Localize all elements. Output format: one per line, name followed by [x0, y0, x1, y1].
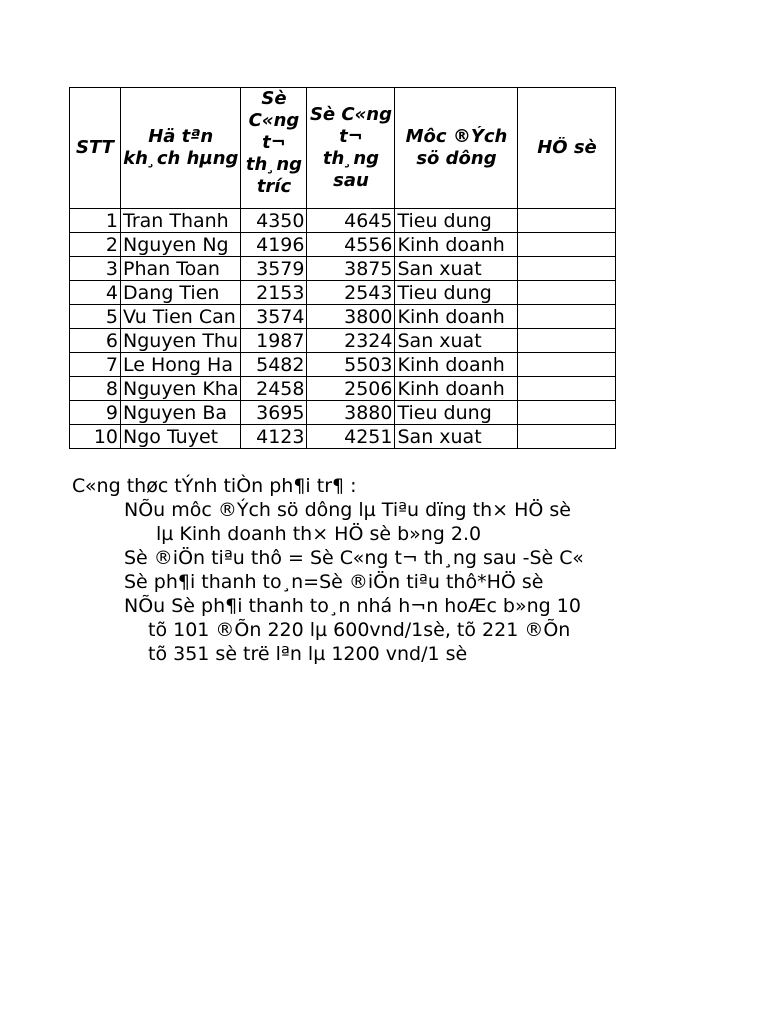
cell-purpose[interactable]: Tieu dung: [395, 209, 518, 233]
notes-line[interactable]: tõ 101 ®Õn 220 lµ 600vnd/1sè, tõ 221 ®Õn: [148, 619, 571, 641]
formula-notes: [72, 474, 617, 666]
cell-stt[interactable]: 3: [70, 257, 121, 281]
header-meter-next[interactable]: Sè C«ng t¬ th¸ng sau: [307, 88, 395, 209]
cell-meter-next[interactable]: 2506: [307, 377, 395, 401]
cell-coefficient[interactable]: [518, 401, 616, 425]
cell-stt[interactable]: 8: [70, 377, 121, 401]
cell-purpose[interactable]: Kinh doanh: [395, 233, 518, 257]
cell-purpose[interactable]: Tieu dung: [395, 401, 518, 425]
table-row: [70, 305, 616, 329]
cell-stt[interactable]: 4: [70, 281, 121, 305]
cell-customer-name[interactable]: Tran Thanh: [121, 209, 241, 233]
table-row: [70, 281, 616, 305]
cell-meter-previous[interactable]: 3579: [241, 257, 307, 281]
cell-meter-previous[interactable]: 2458: [241, 377, 307, 401]
header-purpose[interactable]: Môc ®Ých sö dông: [395, 88, 518, 209]
cell-customer-name[interactable]: Vu Tien Can: [121, 305, 241, 329]
notes-line[interactable]: NÕu môc ®Ých sö dông lµ Tiªu dïng th× HÖ sè: [124, 499, 571, 521]
cell-purpose[interactable]: San xuat: [395, 329, 518, 353]
header-meter-previous[interactable]: Sè C«ng t¬ th¸ng tríc: [241, 88, 307, 209]
notes-line[interactable]: Sè ph¶i thanh to¸n=Sè ®iÖn tiªu thô*HÖ sè: [124, 571, 544, 593]
cell-purpose[interactable]: Kinh doanh: [395, 353, 518, 377]
cell-coefficient[interactable]: [518, 257, 616, 281]
notes-title[interactable]: C«ng thøc tÝnh tiÒn ph¶i tr¶ :: [72, 475, 357, 497]
cell-customer-name[interactable]: Nguyen Ng: [121, 233, 241, 257]
cell-coefficient[interactable]: [518, 305, 616, 329]
table-row: [70, 257, 616, 281]
notes-line[interactable]: tõ 351 sè trë lªn lµ 1200 vnd/1 sè: [148, 643, 468, 665]
cell-purpose[interactable]: Kinh doanh: [395, 377, 518, 401]
cell-meter-next[interactable]: 5503: [307, 353, 395, 377]
cell-stt[interactable]: 2: [70, 233, 121, 257]
cell-purpose[interactable]: Kinh doanh: [395, 305, 518, 329]
cell-stt[interactable]: 10: [70, 425, 121, 449]
cell-coefficient[interactable]: [518, 329, 616, 353]
cell-customer-name[interactable]: Nguyen Ba: [121, 401, 241, 425]
cell-meter-next[interactable]: 4251: [307, 425, 395, 449]
cell-meter-previous[interactable]: 5482: [241, 353, 307, 377]
cell-coefficient[interactable]: [518, 281, 616, 305]
notes-line[interactable]: lµ Kinh doanh th× HÖ sè b»ng 2.0: [156, 523, 482, 545]
table-row: [70, 425, 616, 449]
cell-customer-name[interactable]: Ngo Tuyet: [121, 425, 241, 449]
table-row: [70, 329, 616, 353]
cell-meter-previous[interactable]: 4123: [241, 425, 307, 449]
cell-stt[interactable]: 5: [70, 305, 121, 329]
cell-purpose[interactable]: Tieu dung: [395, 281, 518, 305]
cell-meter-previous[interactable]: 3574: [241, 305, 307, 329]
table-row: [70, 353, 616, 377]
cell-stt[interactable]: 7: [70, 353, 121, 377]
cell-coefficient[interactable]: [518, 233, 616, 257]
cell-customer-name[interactable]: Phan Toan: [121, 257, 241, 281]
cell-stt[interactable]: 6: [70, 329, 121, 353]
cell-meter-previous[interactable]: 3695: [241, 401, 307, 425]
cell-customer-name[interactable]: Nguyen Thu: [121, 329, 241, 353]
cell-meter-previous[interactable]: 4196: [241, 233, 307, 257]
cell-meter-next[interactable]: 4645: [307, 209, 395, 233]
cell-coefficient[interactable]: [518, 209, 616, 233]
cell-meter-next[interactable]: 2324: [307, 329, 395, 353]
cell-stt[interactable]: 1: [70, 209, 121, 233]
header-row: [70, 88, 616, 209]
cell-customer-name[interactable]: Le Hong Ha: [121, 353, 241, 377]
cell-coefficient[interactable]: [518, 377, 616, 401]
cell-meter-next[interactable]: 3875: [307, 257, 395, 281]
cell-customer-name[interactable]: Dang Tien: [121, 281, 241, 305]
table-row: [70, 233, 616, 257]
table-row: [70, 377, 616, 401]
cell-coefficient[interactable]: [518, 353, 616, 377]
table-row: [70, 209, 616, 233]
cell-meter-previous[interactable]: 2153: [241, 281, 307, 305]
cell-meter-previous[interactable]: 1987: [241, 329, 307, 353]
spreadsheet-table: [69, 87, 616, 449]
notes-line[interactable]: NÕu Sè ph¶i thanh to¸n nhá h¬n hoÆc b»ng 10: [124, 595, 581, 617]
header-coefficient[interactable]: HÖ sè: [518, 88, 616, 209]
cell-meter-next[interactable]: 3800: [307, 305, 395, 329]
header-customer-name[interactable]: Hä tªn kh¸ch hµng: [121, 88, 241, 209]
cell-meter-next[interactable]: 3880: [307, 401, 395, 425]
cell-purpose[interactable]: San xuat: [395, 425, 518, 449]
cell-meter-next[interactable]: 4556: [307, 233, 395, 257]
notes-line[interactable]: Sè ®iÖn tiªu thô = Sè C«ng t¬ th¸ng sau -Sè C«: [124, 547, 584, 569]
cell-purpose[interactable]: San xuat: [395, 257, 518, 281]
header-stt[interactable]: STT: [70, 88, 121, 209]
cell-stt[interactable]: 9: [70, 401, 121, 425]
cell-meter-previous[interactable]: 4350: [241, 209, 307, 233]
cell-coefficient[interactable]: [518, 425, 616, 449]
table-row: [70, 401, 616, 425]
table-body: [70, 209, 616, 449]
cell-customer-name[interactable]: Nguyen Kha: [121, 377, 241, 401]
cell-meter-next[interactable]: 2543: [307, 281, 395, 305]
